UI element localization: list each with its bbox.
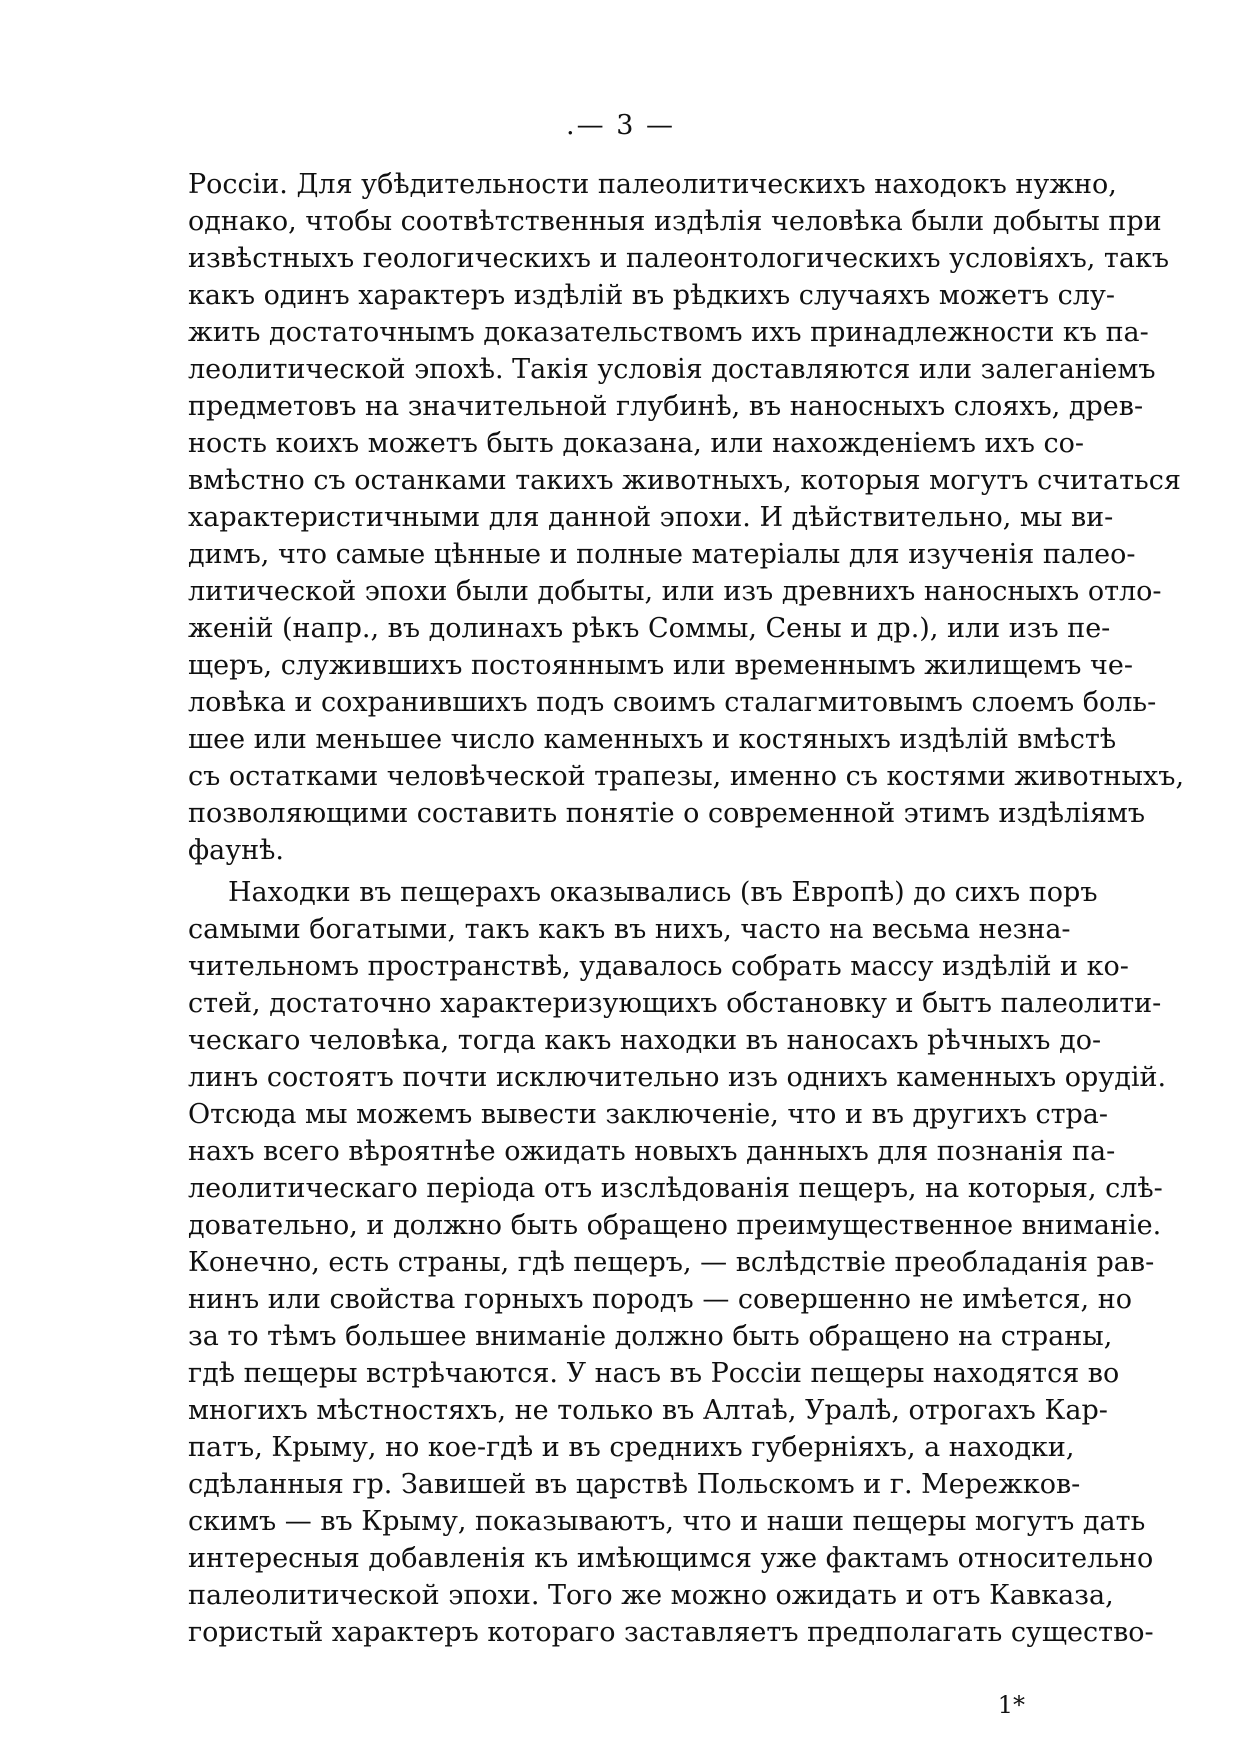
text-line: шее или меньшее число каменныхъ и костяныхъ издѣлій вмѣстѣ: [188, 724, 1117, 755]
text-line: литической эпохи были добыты, или изъ древнихъ наносныхъ отло-: [188, 576, 1162, 607]
text-line: скимъ — въ Крыму, показываютъ, что и наши пещеры могутъ дать: [188, 1506, 1146, 1537]
text-line: нахъ всего вѣроятнѣе ожидать новыхъ данныхъ для познанія па-: [188, 1136, 1116, 1167]
text-line: палеолитической эпохи. Того же можно ожидать и отъ Кавказа,: [188, 1580, 1114, 1611]
text-line: какъ одинъ характеръ издѣлій въ рѣдкихъ случаяхъ можетъ слу-: [188, 280, 1115, 311]
text-line: женій (напр., въ долинахъ рѣкъ Соммы, Сены и др.), или изъ пе-: [188, 613, 1111, 644]
paragraph-1: [188, 166, 1185, 869]
text-line: линъ состоятъ почти исключительно изъ однихъ каменныхъ орудій.: [188, 1062, 1167, 1093]
text-line: Находки въ пещерахъ оказывались (въ Европѣ) до сихъ поръ: [228, 877, 1098, 908]
text-line: ность коихъ можетъ быть доказана, или нахожденіемъ ихъ со-: [188, 428, 1084, 459]
text-line: интересныя добавленія къ имѣющимся уже фактамъ относительно: [188, 1543, 1154, 1574]
text-line: гористый характеръ котораго заставляетъ предполагать существо-: [188, 1617, 1154, 1648]
text-line: стей, достаточно характеризующихъ обстановку и бытъ палеолити-: [188, 988, 1162, 1019]
text-line: патъ, Крыму, но кое-гдѣ и въ среднихъ губерніяхъ, а находки,: [188, 1432, 1075, 1463]
text-line: фаунѣ.: [188, 835, 284, 866]
text-line: леолитическаго періода отъ изслѣдованія пещеръ, на которыя, слѣ-: [188, 1173, 1163, 1204]
text-line: Отсюда мы можемъ вывести заключеніе, что и въ другихъ стра-: [188, 1099, 1109, 1130]
text-line: гдѣ пещеры встрѣчаются. У насъ въ Россіи пещеры находятся во: [188, 1358, 1120, 1389]
text-line: довательно, и должно быть обращено преимущественное вниманіе.: [188, 1210, 1162, 1241]
text-line: сдѣланныя гр. Завишей въ царствѣ Польскомъ и г. Мережков-: [188, 1469, 1081, 1500]
text-block: [188, 166, 1185, 1651]
text-line: леолитической эпохѣ. Такія условія доставляются или залеганіемъ: [188, 354, 1156, 385]
text-line: Россіи. Для убѣдительности палеолитическихъ находокъ нужно,: [188, 169, 1117, 200]
text-line: щеръ, служившихъ постояннымъ или временнымъ жилищемъ че-: [188, 650, 1134, 681]
text-line: вмѣстно съ останками такихъ животныхъ, которыя могутъ считаться: [188, 465, 1181, 496]
paragraph-2: [188, 874, 1167, 1651]
text-line: за то тѣмъ большее вниманіе должно быть обращено на страны,: [188, 1321, 1113, 1352]
text-line: димъ, что самые цѣнные и полные матеріалы для изученія палео-: [188, 539, 1136, 570]
text-line: ческаго человѣка, тогда какъ находки въ наносахъ рѣчныхъ до-: [188, 1025, 1102, 1056]
text-line: ловѣка и сохранившихъ подъ своимъ сталагмитовымъ слоемъ боль-: [188, 687, 1157, 718]
text-line: Конечно, есть страны, гдѣ пещеръ, — вслѣдствіе преобладанія рав-: [188, 1247, 1155, 1278]
text-line: нинъ или свойства горныхъ породъ — совершенно не имѣется, но: [188, 1284, 1132, 1315]
text-line: характеристичными для данной эпохи. И дѣйствительно, мы ви-: [188, 502, 1114, 533]
text-line: самыми богатыми, такъ какъ въ нихъ, часто на весьма незна-: [188, 914, 1071, 945]
text-line: однако, чтобы соотвѣтственныя издѣлія человѣка были добыты при: [188, 206, 1162, 237]
text-line: предметовъ на значительной глубинѣ, въ наносныхъ слояхъ, древ-: [188, 391, 1144, 422]
text-line: многихъ мѣстностяхъ, не только въ Алтаѣ, Уралѣ, отрогахъ Кар-: [188, 1395, 1108, 1426]
text-line: жить достаточнымъ доказательствомъ ихъ принадлежности къ па-: [188, 317, 1149, 348]
text-line: съ остатками человѣческой трапезы, именно съ костями животныхъ,: [188, 761, 1185, 792]
text-line: извѣстныхъ геологическихъ и палеонтологическихъ условіяхъ, такъ: [188, 243, 1170, 274]
text-line: позволяющими составить понятіе о современной этимъ издѣліямъ: [188, 798, 1146, 829]
page-number: .— 3 —: [566, 110, 675, 141]
signature-mark: 1*: [997, 1691, 1025, 1719]
text-line: чительномъ пространствѣ, удавалось собрать массу издѣлій и ко-: [188, 951, 1129, 982]
